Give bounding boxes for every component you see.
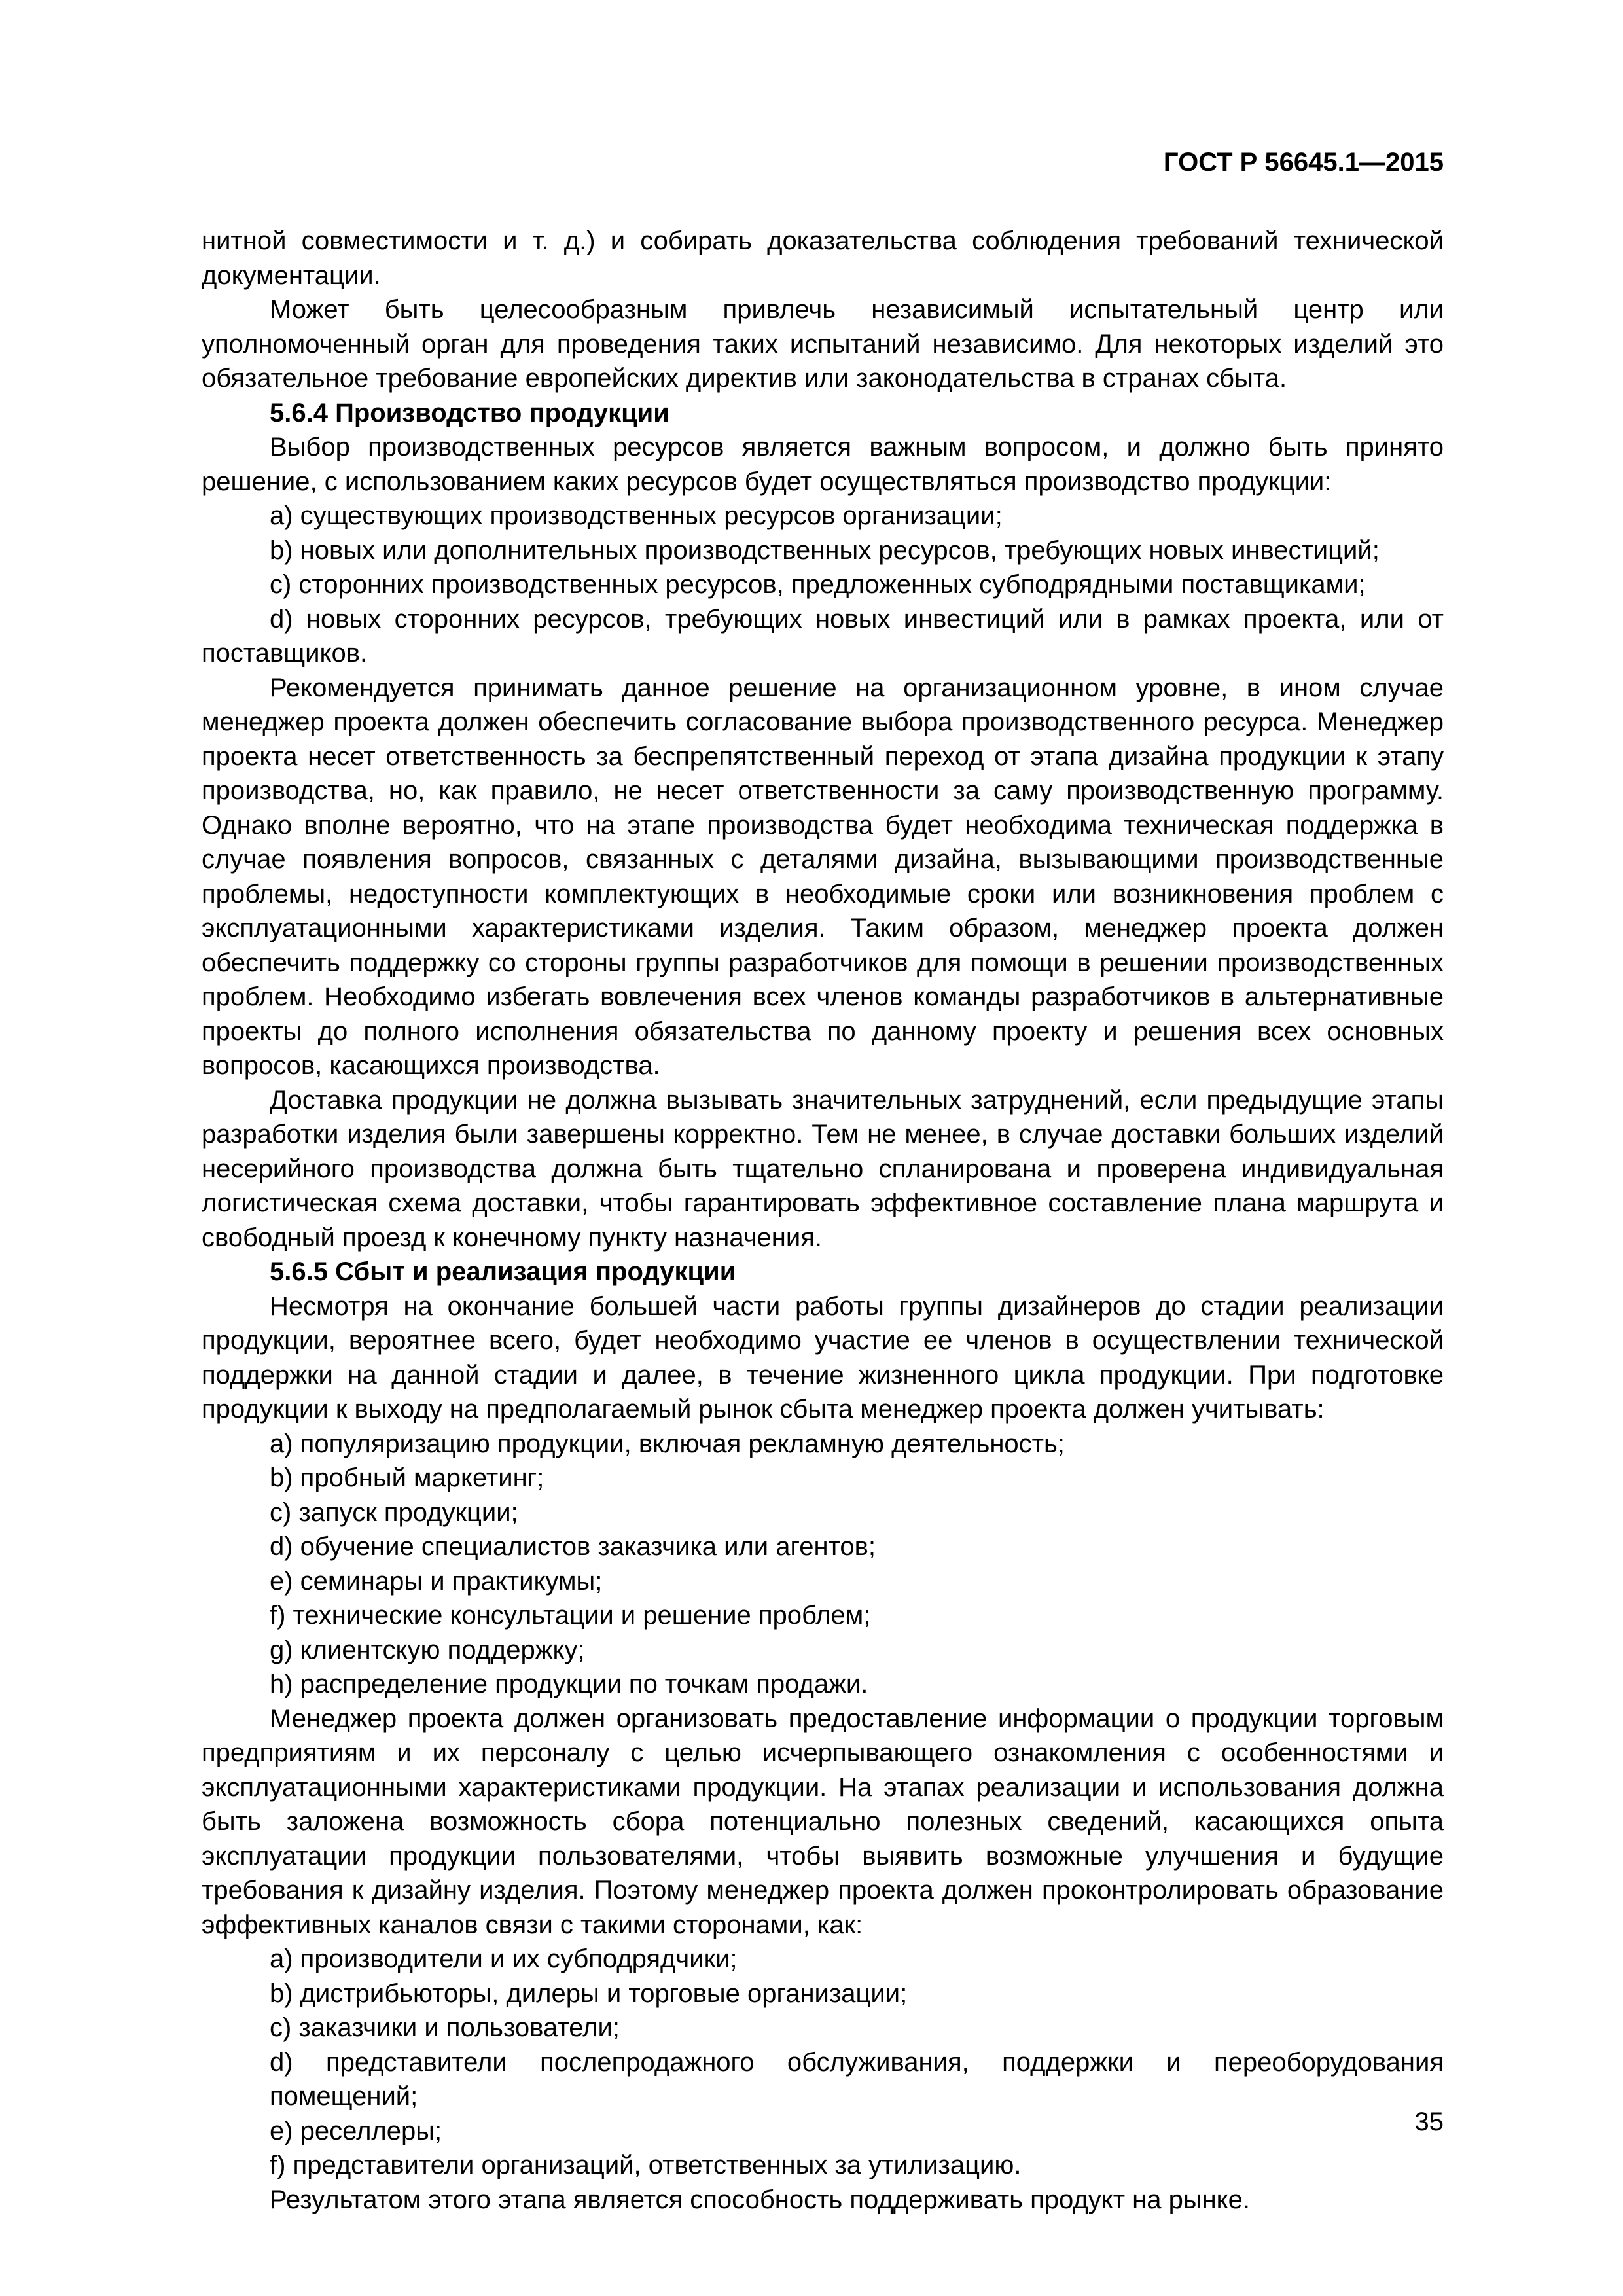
list-item: a) производители и их субподрядчики; — [270, 1945, 738, 1973]
list-item: a) существующих производственных ресурсов организации; — [270, 501, 1003, 530]
list-item: b) дистрибьюторы, дилеры и торговые организации; — [270, 1979, 908, 2008]
list-item: d) представители послепродажного обслуживания, поддержки и переоборудования помещений; — [270, 2047, 1444, 2111]
section-5-6-5-heading: 5.6.5 Сбыт и реализация продукции — [270, 1257, 736, 1286]
list-item: d) обучение специалистов заказчика или агентов; — [270, 1532, 876, 1561]
section-5-6-5-intro: Несмотря на окончание большей части работы группы дизайнеров до стадии реализации продукции, вероятнее всего, будет необходимо участие ее членов в осуществлении технической поддержки на данной стадии и далее, в течение жизненного цикла продукции. При подготовке продукции к выходу на предполагаемый рынок сбыта менеджер проекта должен учитывать: — [202, 1291, 1444, 1424]
list-item: g) клиентскую поддержку; — [270, 1635, 585, 1664]
section-5-6-4-heading: 5.6.4 Производство продукции — [270, 398, 669, 427]
paragraph-independent-testing: Может быть целесообразным привлечь независимый испытательный центр или уполномоченный орган для проведения таких испытаний независимо. Для некоторых изделий это обязательное требование европейских директив или законодательства в странах сбыта. — [202, 295, 1444, 393]
list-item: c) запуск продукции; — [270, 1498, 518, 1527]
list-item: b) новых или дополнительных производственных ресурсов, требующих новых инвестиций; — [270, 535, 1380, 565]
section-5-6-4-intro: Выбор производственных ресурсов является важным вопросом, и должно быть принято решение, с использованием каких ресурсов будет осуществляться производство продукции: — [202, 433, 1444, 496]
section-5-6-4-paragraph-decision: Рекомендуется принимать данное решение на организационном уровне, в ином случае менеджер проекта должен обеспечить согласование выбора производственного ресурса. Менеджер проекта несет ответственность за беспрепятственный переход от этапа дизайна продукции к этапу производства, но, как правило, не несет ответственности за саму производственную программу. Однако вполне вероятно, что на этапе производства будет необходима техническая поддержка в случае появления вопросов, связанных с деталями дизайна, вызывающими производственные проблемы, недоступности комплектующих в необходимые сроки или возникновения проблем с эксплуатационными характеристиками изделия. Таким образом, менеджер проекта должен обеспечить поддержку со стороны группы разработчиков для помощи в решении производственных проблем. Необходимо избегать вовлечения всех членов команды разработчиков в альтернативные проекты до полного исполнения обязательства по данному проекту и решения всех основных вопросов, касающихся производства. — [202, 673, 1444, 1080]
list-item: a) популяризацию продукции, включая рекламную деятельность; — [270, 1429, 1065, 1458]
page-number: 35 — [1414, 2108, 1444, 2136]
section-5-6-5-result: Результатом этого этапа является способность поддерживать продукт на рынке. — [270, 2185, 1250, 2214]
continuation-paragraph: нитной совместимости и т. д.) и собирать доказательства соблюдения требований технической документации. — [202, 226, 1444, 290]
list-item: d) новых сторонних ресурсов, требующих новых инвестиций или в рамках проекта, или от поставщиков. — [202, 604, 1444, 668]
list-item: c) сторонних производственных ресурсов, предложенных субподрядными поставщиками; — [270, 570, 1366, 599]
section-5-6-4-paragraph-delivery: Доставка продукции не должна вызывать значительных затруднений, если предыдущие этапы разработки изделия были завершены корректно. Тем не менее, в случае доставки больших изделий несерийного производства должна быть тщательно спланирована и проверена индивидуальная логистическая схема доставки, чтобы гарантировать эффективное составление плана маршрута и свободный проезд к конечному пункту назначения. — [202, 1085, 1444, 1252]
list-item: b) пробный маркетинг; — [270, 1463, 544, 1492]
list-item: f) технические консультации и решение проблем; — [270, 1601, 871, 1630]
section-5-6-5-paragraph-communication: Менеджер проекта должен организовать предоставление информации о продукции торговым предприятиям и их персоналу с целью исчерпывающего ознакомления с особенностями и эксплуатационными характеристиками продукции. На этапах реализации и использования должна быть заложена возможность сбора потенциально полезных сведений, касающихся опыта эксплуатации продукции пользователями, чтобы выявить возможные улучшения и будущие требования к дизайну изделия. Поэтому менеджер проекта должен проконтролировать образование эффективных каналов связи с такими сторонами, как: — [202, 1704, 1444, 1939]
document-code: ГОСТ Р 56645.1—2015 — [1163, 148, 1444, 177]
list-item: e) реселлеры; — [270, 2116, 442, 2145]
list-item: h) распределение продукции по точкам продажи. — [270, 1670, 868, 1698]
list-item: e) семинары и практикумы; — [270, 1566, 603, 1596]
page-content — [202, 224, 1444, 2217]
list-item: c) заказчики и пользователи; — [270, 2013, 620, 2042]
list-item: f) представители организаций, ответственных за утилизацию. — [270, 2151, 1022, 2179]
